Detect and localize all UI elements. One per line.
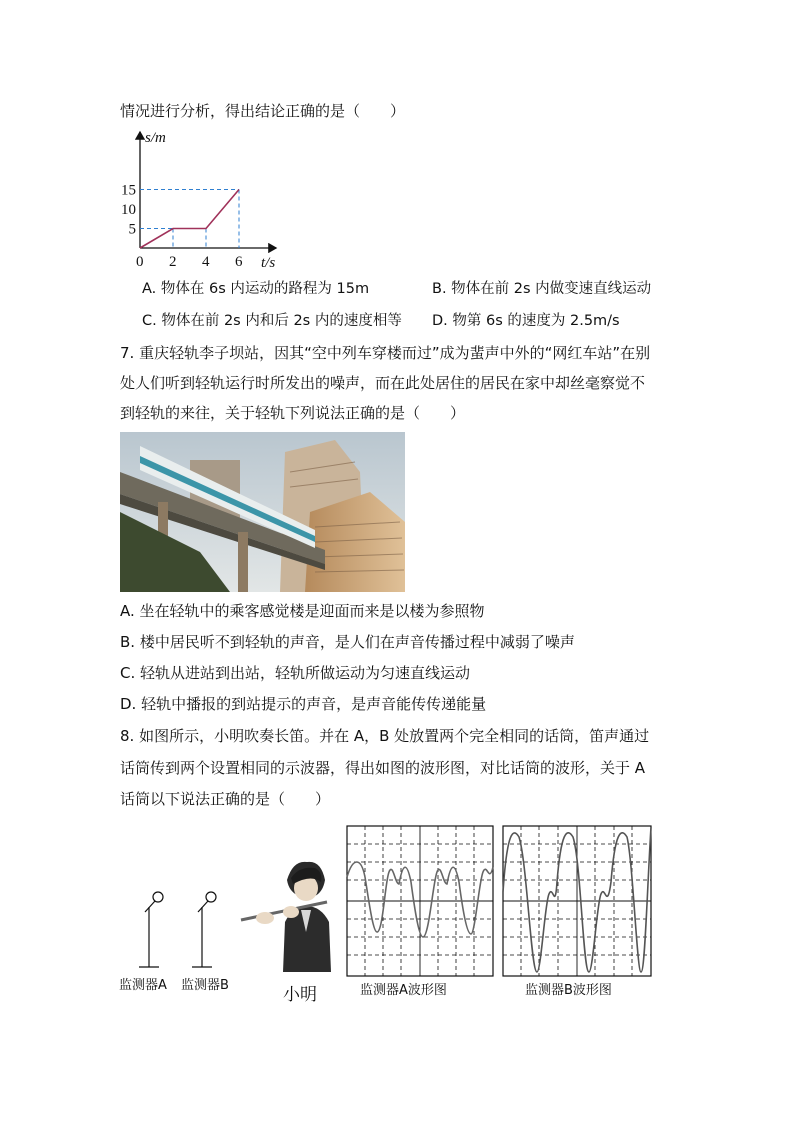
x-tick-label: 6: [235, 254, 243, 270]
q7-option-a: A. 坐在轻轨中的乘客感觉楼是迎面而来是以楼为参照物: [120, 602, 485, 620]
flute-player: [241, 862, 331, 972]
q8-line-3: 话筒以下说法正确的是（ ）: [120, 790, 331, 808]
distance-time-line: [140, 190, 239, 249]
microphone-b: [192, 892, 216, 967]
q7-line-3: 到轻轨的来往，关于轻轨下列说法正确的是（ ）: [120, 404, 466, 422]
x-axis-label: t/s: [261, 255, 276, 271]
s-t-graph: [118, 128, 288, 273]
y-tick-label: 10: [121, 202, 136, 218]
y-tick-label: 15: [121, 182, 136, 199]
caption-monitor-a: 监测器A: [119, 978, 167, 993]
q7-option-b: B. 楼中居民听不到轻轨的声音，是人们在声音传播过程中减弱了噪声: [120, 633, 575, 651]
q8-figure: [115, 822, 660, 1007]
caption-wave-b: 监测器B波形图: [525, 983, 612, 998]
x-tick-label: 4: [202, 254, 210, 270]
q8-line-1: 8. 如图所示，小明吹奏长笛。并在 A，B 处放置两个完全相同的话筒，笛声通过: [120, 727, 650, 745]
x-tick-label: 2: [169, 254, 177, 270]
q6-option-b: B. 物体在前 2s 内做变速直线运动: [432, 281, 652, 297]
x-tick-labels: [136, 254, 243, 270]
q8-line-2: 话筒传到两个设置相同的示波器，得出如图的波形图，对比话筒的波形，关于 A: [120, 759, 646, 777]
microphone-a: [139, 892, 163, 967]
caption-monitor-b: 监测器B: [181, 978, 229, 993]
q6-option-a: A. 物体在 6s 内运动的路程为 15m: [142, 281, 370, 297]
q6-option-d: D. 物第 6s 的速度为 2.5m/s: [432, 313, 620, 329]
q7-option-d: D. 轻轨中播报的到站提示的声音，是声音能传传递能量: [120, 695, 487, 713]
x-tick-label: 0: [136, 254, 144, 270]
q6-stem-tail: 情况进行分析，得出结论正确的是（ ）: [120, 102, 406, 120]
oscilloscope-a: [347, 826, 493, 976]
y-tick-label: 5: [128, 221, 136, 238]
monorail-photo: [120, 432, 405, 592]
caption-person: 小明: [283, 985, 317, 1005]
y-tick-labels: [121, 183, 136, 238]
q7-option-c: C. 轻轨从进站到出站，轻轨所做运动为匀速直线运动: [120, 664, 471, 682]
oscilloscope-b: [503, 826, 651, 976]
q6-option-c: C. 物体在前 2s 内和后 2s 内的速度相等: [142, 313, 402, 329]
q7-line-2: 处人们听到轻轨运行时所发出的噪声，而在此处居住的居民在家中却丝毫察觉不: [120, 374, 646, 392]
q7-line-1: 7. 重庆轻轨李子坝站，因其“空中列车穿楼而过”成为蜚声中外的“网红车站”在别: [120, 344, 651, 362]
caption-wave-a: 监测器A波形图: [360, 983, 447, 998]
y-axis-label: s/m: [145, 130, 166, 146]
